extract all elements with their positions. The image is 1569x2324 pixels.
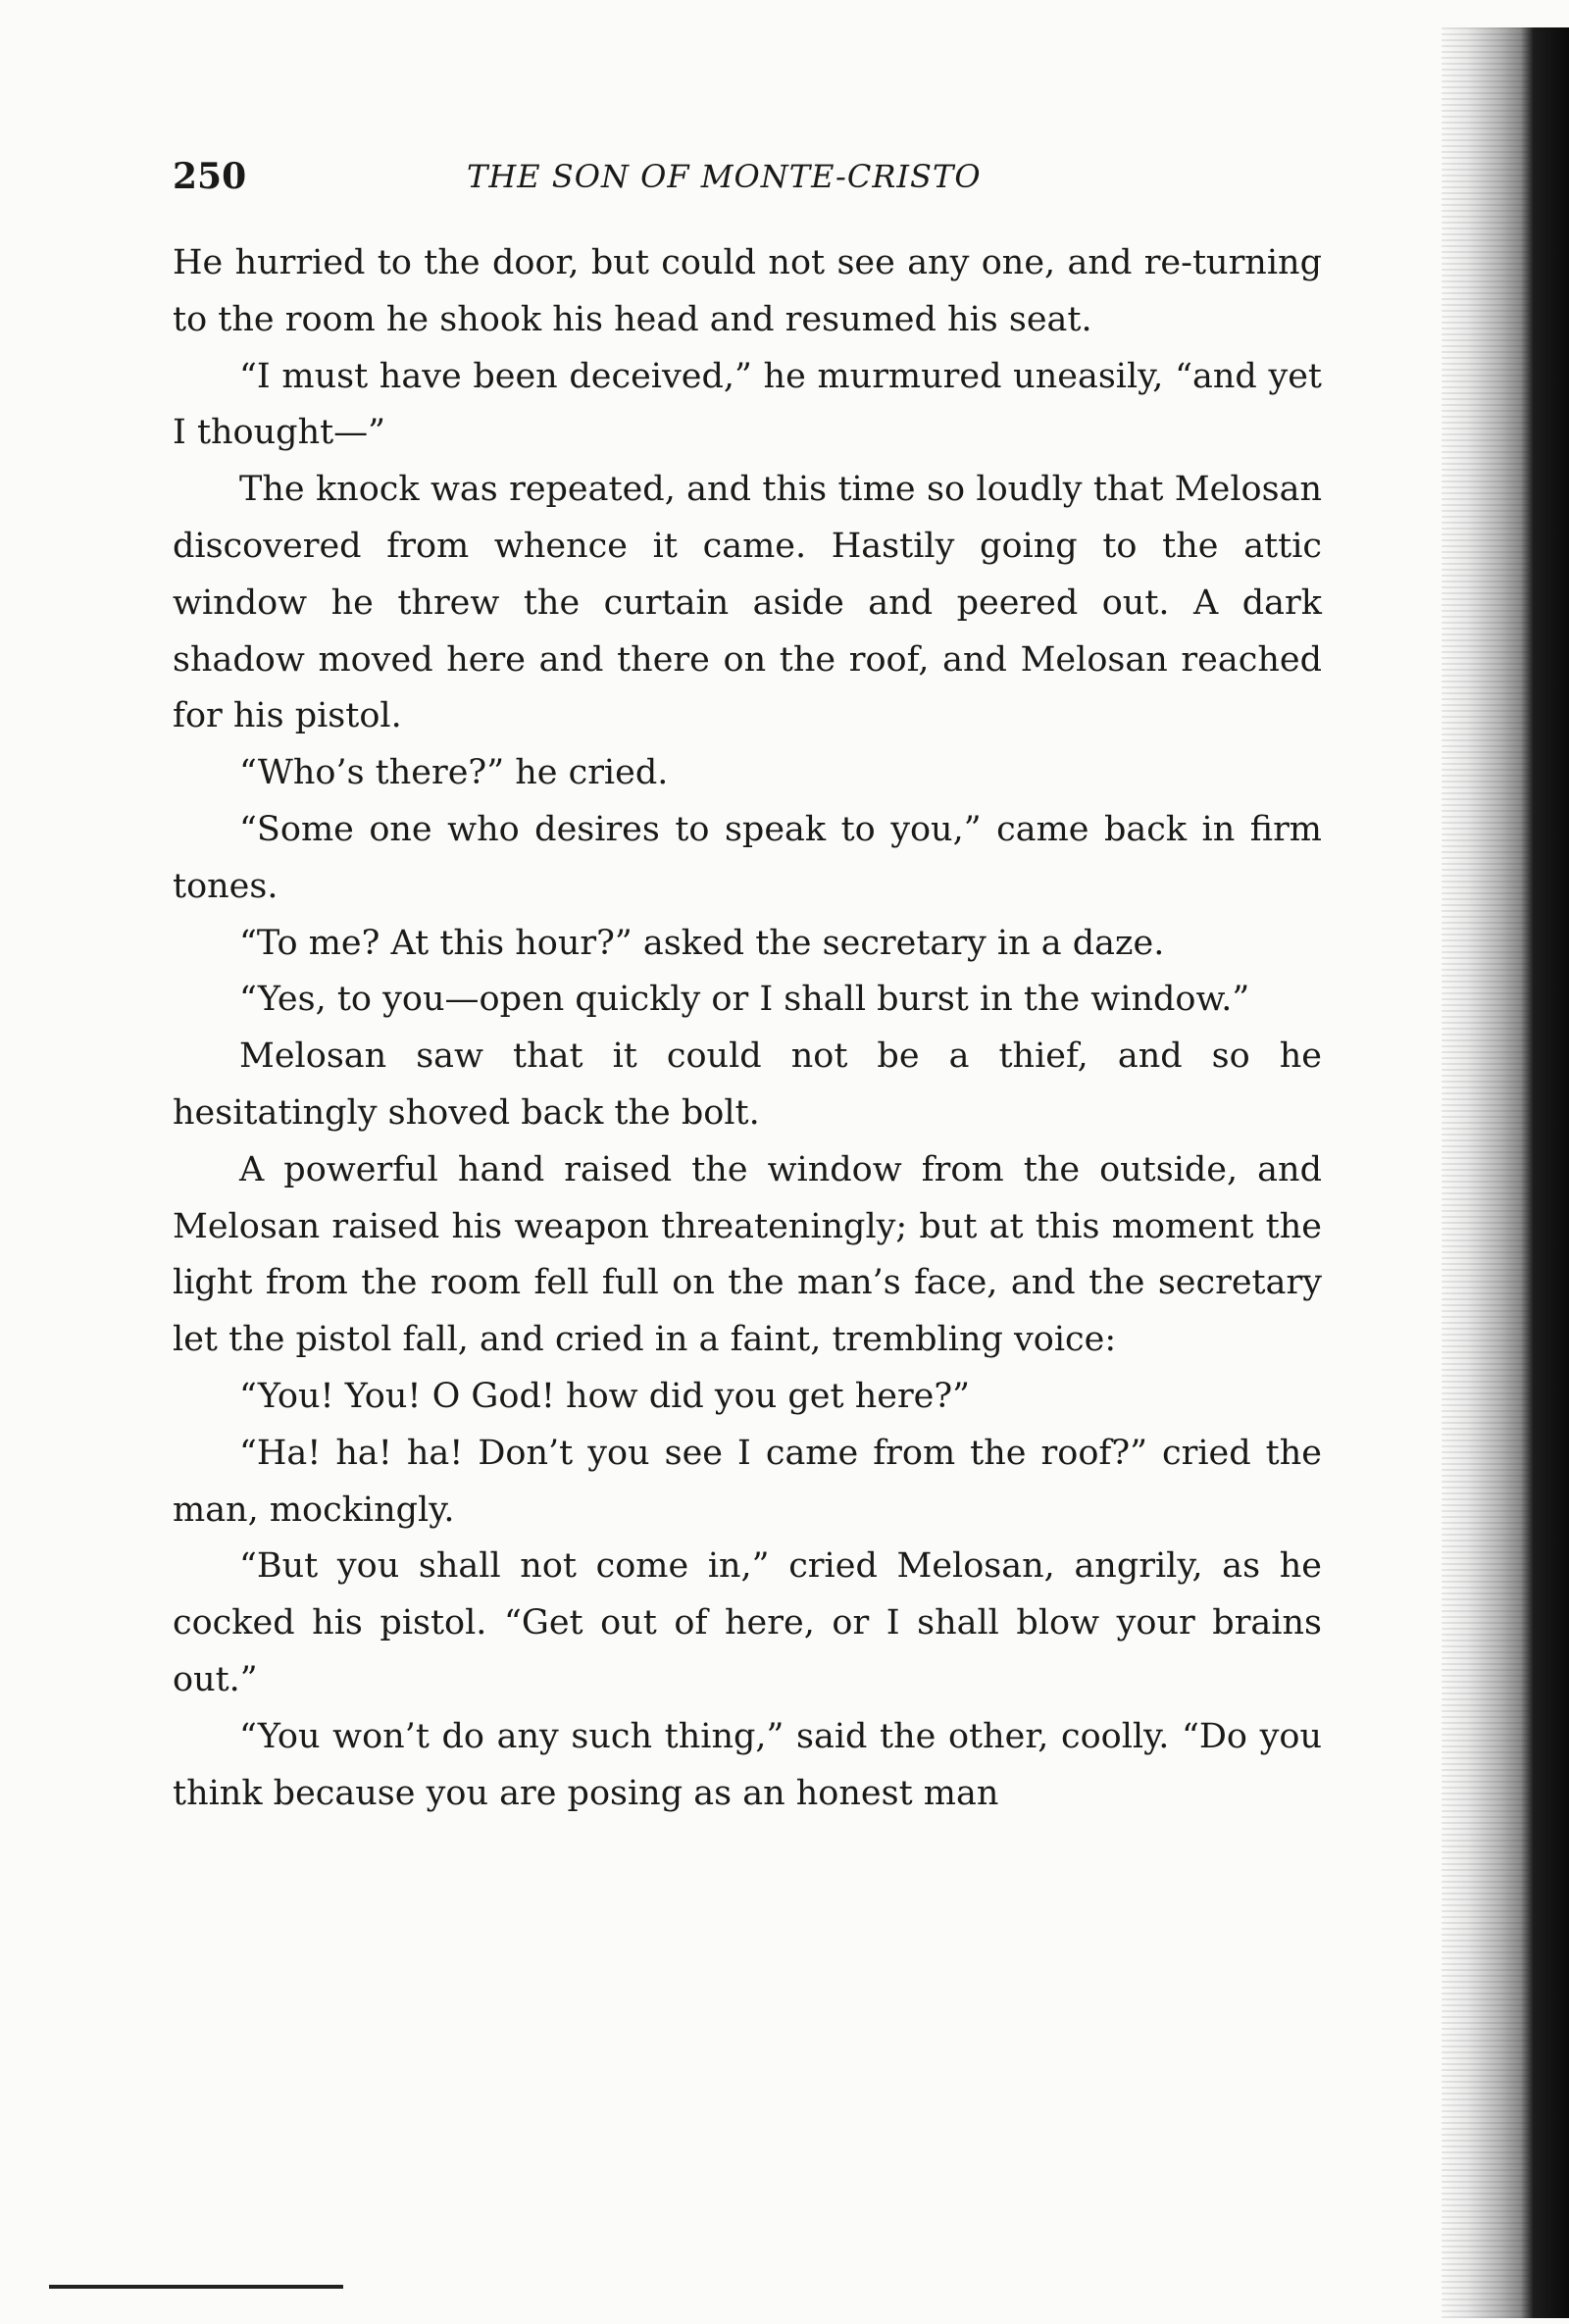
page-edge-texture [1442, 27, 1530, 2318]
paragraph: “Ha! ha! ha! Don’t you see I came from the roof?” cried the man, mockingly. [173, 1433, 1322, 1530]
body-text [173, 235, 1322, 1822]
paragraph: The knock was repeated, and this time so loudly that Melosan discovered from whence it came. Hastily going to the attic window he threw the curtain aside and peered out. A dark shadow moved here and there on the roof, and Melosan reached for his pistol. [173, 470, 1322, 736]
paragraph: “You won’t do any such thing,” said the other, coolly. “Do you think because you are posing as an honest man [173, 1716, 1322, 1813]
paragraph: Melosan saw that it could not be a thief, and so he hesitatingly shoved back the bolt. [173, 1036, 1322, 1133]
paragraph: He hurried to the door, but could not see any one, and re-turning to the room he shook his head and resumed his seat. [173, 243, 1322, 339]
paragraph: “But you shall not come in,” cried Melosan, angrily, as he cocked his pistol. “Get out of here, or I shall blow your brains out.” [173, 1546, 1322, 1699]
bottom-rule [49, 2285, 343, 2289]
paragraph: “You! You! O God! how did you get here?” [239, 1376, 971, 1416]
page-number: 250 [173, 156, 247, 197]
running-title: THE SON OF MONTE-CRISTO [467, 158, 982, 195]
paragraph: “Yes, to you—open quickly or I shall burst in the window.” [239, 980, 1250, 1020]
paragraph: “I must have been deceived,” he murmured uneasily, “and yet I thought—” [173, 356, 1322, 453]
paragraph: “To me? At this hour?” asked the secretary in a daze. [239, 923, 1165, 963]
page-header [173, 147, 1330, 206]
paragraph: “Some one who desires to speak to you,” came back in firm tones. [173, 809, 1322, 906]
paragraph: A powerful hand raised the window from the outside, and Melosan raised his weapon threateningly; but at this moment the light from the room fell full on the man’s face, and the secretary let the pistol fall, and cried in a faint, trembling voice: [173, 1149, 1322, 1360]
paragraph: “Who’s there?” he cried. [239, 753, 669, 793]
